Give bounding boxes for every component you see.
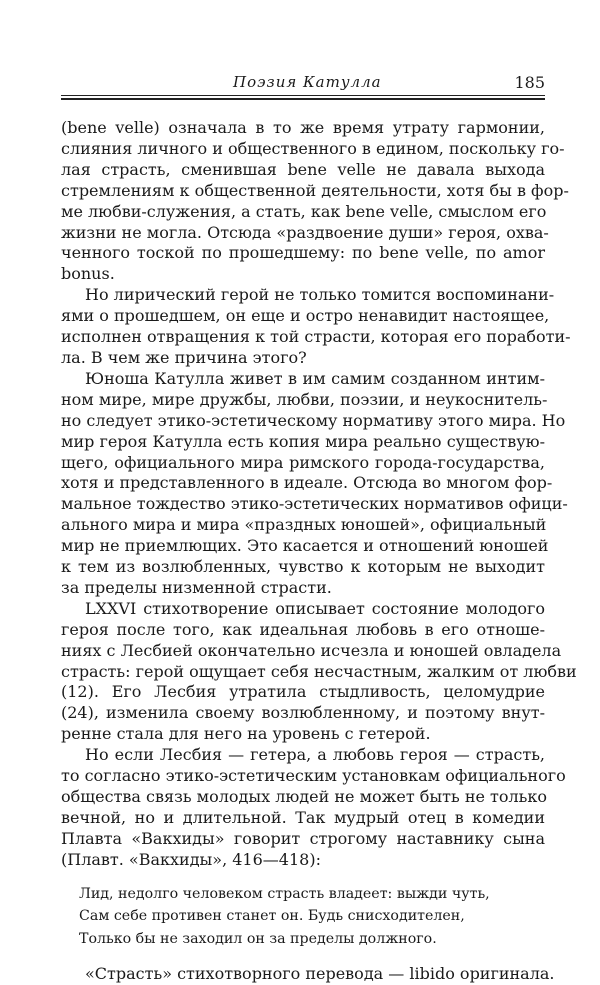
poem-quote xyxy=(79,883,499,951)
text-line: ченного тоской по прошедшему: по bene velle, по amor xyxy=(61,243,545,263)
page-body xyxy=(61,118,577,985)
text-line: (24), изменила своему возлюбленному, и поэтому внут- xyxy=(61,703,545,723)
page-number: 185 xyxy=(514,73,545,92)
poem-line: Лид, недолго человеком страсть владеет: выжди чуть, xyxy=(79,885,490,902)
text-line: Но если Лесбия — гетера, а любовь героя — страсть, xyxy=(85,745,545,765)
closing-paragraph xyxy=(61,964,555,985)
text-line: ла. В чем же причина этого? xyxy=(61,347,307,367)
running-header xyxy=(61,73,545,95)
text-line: bonus. xyxy=(61,264,115,284)
running-title: Поэзия Катулла xyxy=(233,73,382,91)
text-line: мир не приемлющих. Это касается и отношений юношей xyxy=(61,536,549,556)
text-line: жизни не могла. Отсюда «раздвоение души» героя, охва- xyxy=(61,222,549,242)
paragraph xyxy=(61,118,569,285)
text-line: ниях с Лесбией окончательно исчезла и юношей овладела xyxy=(61,640,562,660)
text-line: Плавта «Вакхиды» говорит строгому наставнику сына xyxy=(61,828,545,848)
paragraphs xyxy=(61,118,577,871)
text-line: стремлениям к общественной деятельности, хотя бы в фор- xyxy=(61,180,569,200)
text-line: (Плавт. «Вакхиды», 416—418): xyxy=(61,849,321,869)
text-line: ями о прошедшем, он еще и остро ненавидит настоящее, xyxy=(61,306,550,326)
text-line: Юноша Катулла живет в им самим созданном интим- xyxy=(85,368,545,388)
closing-line: «Страсть» стихотворного перевода — libido оригинала. xyxy=(85,964,555,984)
text-line: общества связь молодых людей не может быть не только xyxy=(61,787,548,806)
text-line: Но лирический герой не только томится воспоминани- xyxy=(85,285,555,305)
header-rule xyxy=(61,95,545,96)
poem-line: Только бы не заходил он за пределы должного. xyxy=(79,930,437,947)
text-line: мир героя Катулла есть копия мира реально существую- xyxy=(61,431,545,451)
paragraph xyxy=(61,368,568,599)
text-line: щего, официального мира римского города-государства, xyxy=(61,452,545,472)
text-line: (12). Его Лесбия утратила стыдливость, целомудрие xyxy=(61,682,545,702)
text-line: ального мира и мира «праздных юношей», официальный xyxy=(61,515,547,535)
text-line: то согласно этико-эстетическим установкам официального xyxy=(61,766,566,786)
header-rule-thick xyxy=(61,98,545,100)
paragraph xyxy=(61,745,566,870)
text-line: страсть: герой ощущает себя несчастным, жалким от любви xyxy=(61,661,577,681)
text-line: LXXVI стихотворение описывает состояние молодого xyxy=(85,598,545,618)
text-line: ренне стала для него на уровень с гетерой. xyxy=(61,724,431,744)
text-line: за пределы низменной страсти. xyxy=(61,577,332,597)
text-line: слияния личного и общественного в едином, поскольку го- xyxy=(61,138,565,158)
paragraph xyxy=(61,598,577,745)
text-line: ме любви-служения, а стать, как bene velle, смыслом его xyxy=(61,201,547,221)
text-line: но следует этико-эстетическому нормативу этого мира. Но xyxy=(61,410,566,430)
text-line: ном мире, мире дружбы, любви, поэзии, и неукоснитель- xyxy=(61,389,548,409)
text-line: к тем из возлюбленных, чувство к которым не выходит xyxy=(61,557,545,577)
text-line: мальное тождество этико-эстетических нормативов офици- xyxy=(61,494,568,514)
text-line: героя после того, как идеальная любовь в его отноше- xyxy=(61,619,545,639)
text-line: исполнен отвращения к той страсти, которая его поработи- xyxy=(61,327,571,347)
paragraph xyxy=(61,285,571,369)
text-line: лая страсть, сменившая bene velle не давала выхода xyxy=(61,159,545,179)
poem-line: Сам себе противен станет он. Будь снисходителен, xyxy=(79,908,465,925)
text-line: хотя и представленного в идеале. Отсюда во многом фор- xyxy=(61,473,553,493)
text-line: (bene velle) означала в то же время утрату гармонии, xyxy=(61,118,545,137)
text-line: вечной, но и длительной. Так мудрый отец в комедии xyxy=(61,807,545,827)
